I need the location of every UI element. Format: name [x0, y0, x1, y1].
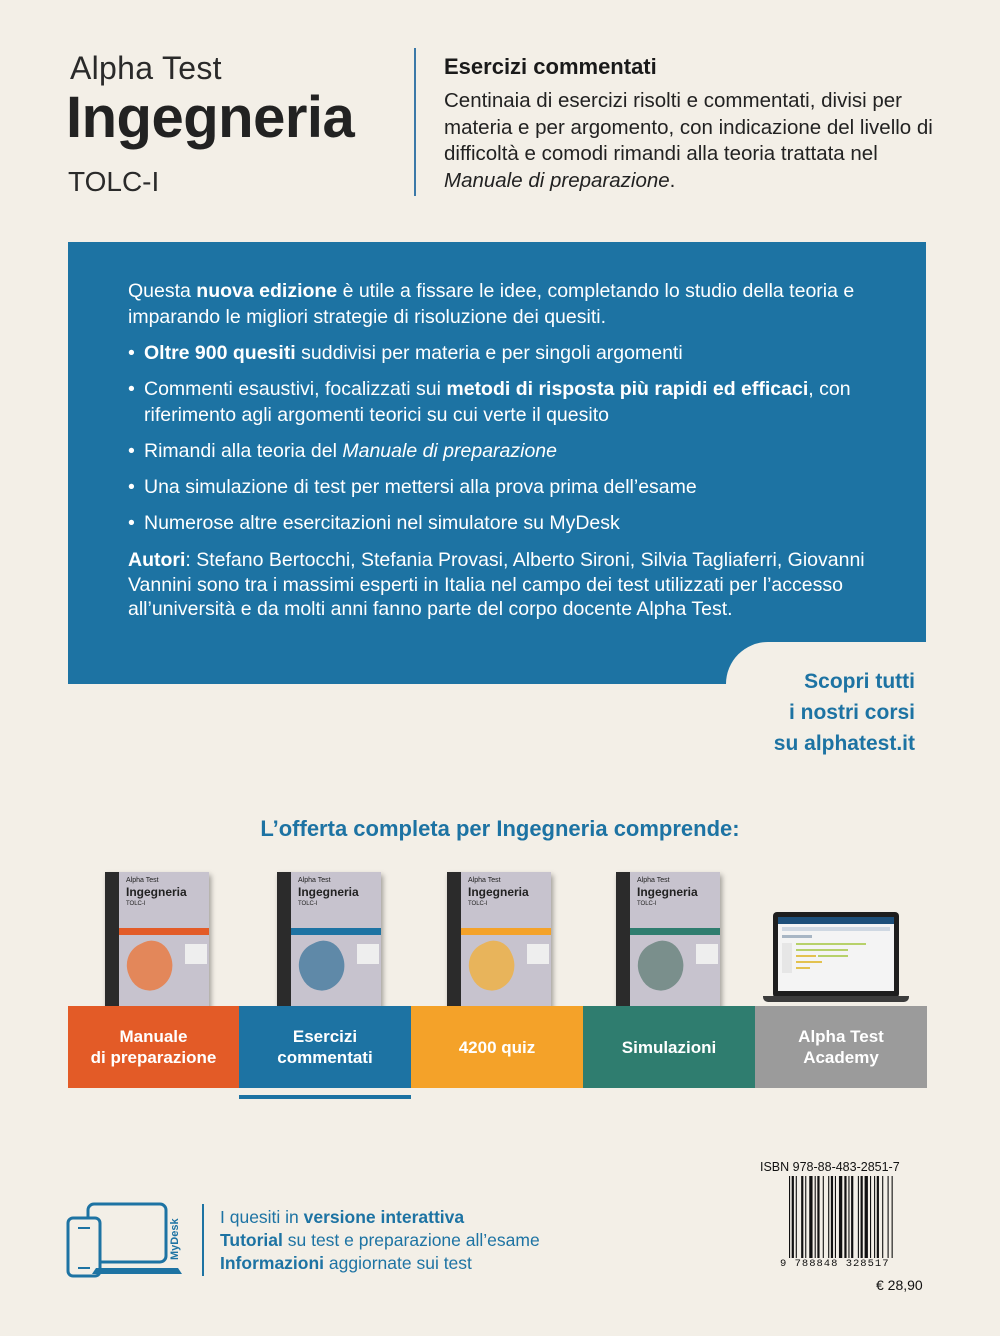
academy-laptop-icon: [773, 912, 899, 998]
offer-tile[interactable]: Manuale di preparazione: [68, 1006, 239, 1088]
offer-tile[interactable]: 4200 quiz: [411, 1006, 583, 1088]
mydesk-feature-2: Tutorial su test e preparazione all’esame: [220, 1230, 540, 1250]
section-description-text: Centinaia di esercizi risolti e commentati, divisi per materia e per argomento, con indicazione del livello di difficoltà e comodi rimandi alla teoria trattata nel: [444, 89, 933, 165]
feature-item: • Una simulazione di test per mettersi alla prova prima dell’esame: [128, 474, 908, 500]
book-cover: Alpha Test Ingegneria TOLC-I: [616, 872, 720, 1010]
feature-item: • Numerose altre esercitazioni nel simulatore su MyDesk: [128, 510, 908, 536]
barcode-number: 9 788848 328517: [780, 1258, 930, 1270]
mydesk-feature-3: Informazioni aggiornate sui test: [220, 1253, 472, 1273]
panel-intro: Questa nuova edizione è utile a fissare le idee, completando lo studio della teoria e imparando le migliori strategie di risoluzione dei quesiti.: [128, 280, 855, 328]
section-description-end: .: [669, 168, 676, 192]
barcode: [787, 1176, 927, 1268]
isbn-text: ISBN 978-88-483-2851-7: [760, 1160, 900, 1174]
offer-tile[interactable]: Simulazioni: [583, 1006, 755, 1088]
authors-text: Autori: Stefano Bertocchi, Stefania Provasi, Alberto Sironi, Silvia Tagliaferri, Giovanni Vannini sono tra i massimi esperti in Italia nel campo dei test utilizzati per l’accesso all’università e da molti anni fanno parte del corpo docente Alpha Test.: [128, 549, 865, 620]
book-cover: Alpha Test Ingegneria TOLC-I: [277, 872, 381, 1010]
cover-swirl-icon: [119, 935, 181, 998]
mydesk-devices-icon: [66, 1198, 186, 1280]
feature-item: • Oltre 900 quesiti suddivisi per materia e per singoli argomenti: [128, 340, 908, 366]
feature-list: [128, 340, 908, 546]
offer-title: L’offerta completa per Ingegneria comprende:: [260, 816, 740, 841]
section-description: [444, 88, 944, 194]
header-divider: [414, 48, 416, 196]
current-product-underline: [239, 1095, 411, 1099]
academy-screen-mockup: [778, 917, 894, 991]
book-title: Ingegneria: [66, 85, 355, 150]
mydesk-label: MyDesk: [169, 1218, 181, 1260]
cover-swirl-icon: [461, 935, 523, 998]
feature-item: • Commenti esaustivi, focalizzati sui metodi di risposta più rapidi ed efficaci, con riferimento agli argomenti teorici su cui verte il quesito: [128, 376, 908, 428]
mydesk-feature-1: I quesiti in versione interattiva: [220, 1207, 465, 1227]
cover-swirl-icon: [630, 935, 692, 998]
courses-link[interactable]: Scopri tutti i nostri corsi su alphatest.it: [773, 670, 915, 755]
footer-divider: [202, 1204, 204, 1276]
brand-series: Alpha Test: [70, 50, 222, 86]
offer-tile[interactable]: Esercizi commentati: [239, 1006, 411, 1088]
section-title: Esercizi commentati: [444, 54, 657, 79]
feature-item: • Rimandi alla teoria del Manuale di preparazione: [128, 438, 908, 464]
offer-tile[interactable]: Alpha Test Academy: [755, 1006, 927, 1088]
book-cover: Alpha Test Ingegneria TOLC-I: [447, 872, 551, 1010]
price: € 28,90: [876, 1277, 923, 1293]
laptop-base: [763, 996, 909, 1002]
book-subtitle: TOLC-I: [68, 166, 160, 197]
section-description-emphasis: Manuale di preparazione: [444, 168, 670, 192]
mydesk-features: [220, 1206, 540, 1275]
book-cover: Alpha Test Ingegneria TOLC-I: [105, 872, 209, 1010]
description-panel: [68, 242, 926, 684]
cover-swirl-icon: [291, 935, 353, 998]
